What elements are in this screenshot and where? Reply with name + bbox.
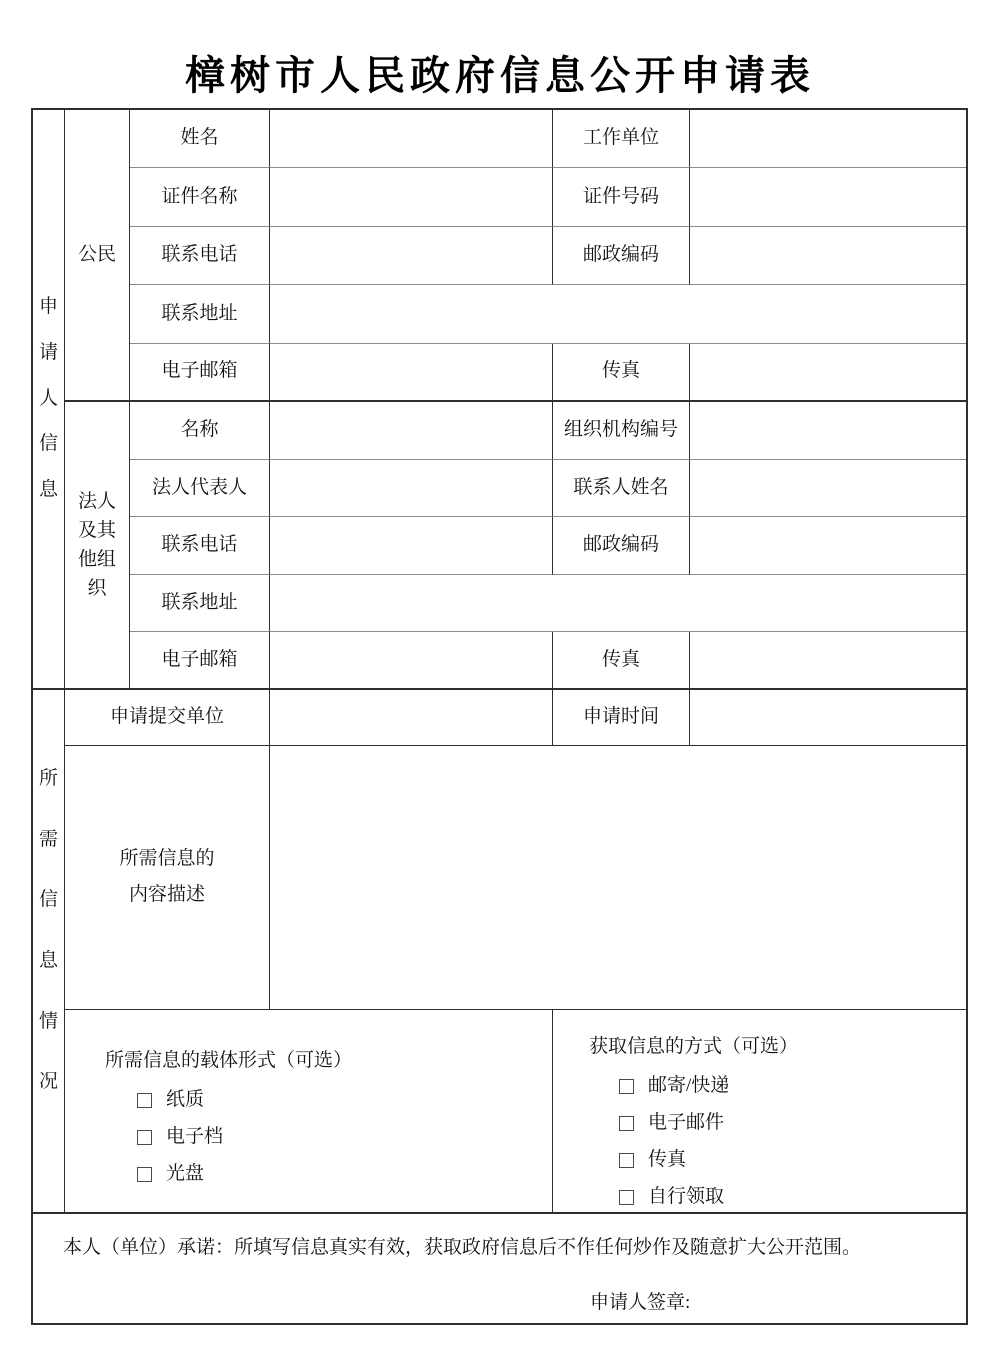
page-title: 樟树市人民政府信息公开申请表 xyxy=(185,53,815,98)
citizen-name-label: 姓名 xyxy=(130,110,270,168)
citizen-fax-label: 传真 xyxy=(553,344,690,402)
legal-phone-label: 联系电话 xyxy=(130,517,270,575)
legal-org-name-label: 名称 xyxy=(130,402,270,460)
required-info-section-label: 所 需 信 息 情 况 xyxy=(33,690,65,1214)
obtain-options-cell xyxy=(553,1010,966,1214)
option-cd-label: 光盘 xyxy=(166,1163,205,1185)
citizen-work-unit-label: 工作单位 xyxy=(553,110,690,168)
citizen-id-name-input[interactable] xyxy=(270,168,553,226)
citizen-id-number-input[interactable] xyxy=(690,168,966,226)
citizen-email-label: 电子邮箱 xyxy=(130,344,270,402)
option-self-pickup[interactable] xyxy=(619,1179,729,1216)
applicant-signature-label: 申请人签章: xyxy=(590,1291,691,1313)
option-fax[interactable] xyxy=(619,1142,729,1179)
option-electronic-file[interactable] xyxy=(137,1119,223,1156)
citizen-name-input[interactable] xyxy=(270,110,553,168)
legal-org-code-input[interactable] xyxy=(690,402,966,460)
declaration-cell xyxy=(33,1214,966,1323)
legal-contact-name-label: 联系人姓名 xyxy=(553,460,690,518)
legal-representative-input[interactable] xyxy=(270,460,553,518)
checkbox-icon[interactable] xyxy=(619,1190,634,1205)
obtain-options-list xyxy=(619,1068,729,1216)
citizen-work-unit-input[interactable] xyxy=(690,110,966,168)
carrier-options-list xyxy=(137,1082,223,1193)
checkbox-icon[interactable] xyxy=(137,1167,152,1182)
option-paper-label: 纸质 xyxy=(166,1089,205,1111)
content-description-label xyxy=(65,746,270,1010)
citizen-phone-input[interactable] xyxy=(270,227,553,285)
declaration-promise-text: 本人（单位）承诺：所填写信息真实有效，获取政府信息后不作任何炒作及随意扩大公开范围。 xyxy=(63,1236,862,1258)
checkbox-icon[interactable] xyxy=(137,1093,152,1108)
legal-contact-name-input[interactable] xyxy=(690,460,966,518)
legal-entity-group-label: 法人及其他组织 xyxy=(65,402,130,690)
citizen-postal-code-input[interactable] xyxy=(690,227,966,285)
apply-time-label: 申请时间 xyxy=(553,690,690,746)
legal-postal-code-label: 邮政编码 xyxy=(553,517,690,575)
content-description-label-line1: 所需信息的 xyxy=(119,848,215,870)
carrier-options-cell xyxy=(65,1010,553,1214)
checkbox-icon[interactable] xyxy=(137,1130,152,1145)
legal-representative-label: 法人代表人 xyxy=(130,460,270,518)
citizen-email-input[interactable] xyxy=(270,344,553,402)
legal-org-name-input[interactable] xyxy=(270,402,553,460)
checkbox-icon[interactable] xyxy=(619,1079,634,1094)
citizen-group-label: 公民 xyxy=(65,110,130,402)
submit-unit-label: 申请提交单位 xyxy=(65,690,270,746)
citizen-address-label: 联系地址 xyxy=(130,285,270,343)
option-electronic-file-label: 电子档 xyxy=(166,1126,224,1148)
applicant-info-section-label: 申 请 人 信 息 xyxy=(33,110,65,690)
citizen-address-input[interactable] xyxy=(270,285,966,343)
legal-address-label: 联系地址 xyxy=(130,575,270,633)
option-email-label: 电子邮件 xyxy=(648,1112,725,1134)
option-fax-label: 传真 xyxy=(648,1149,687,1171)
citizen-fax-input[interactable] xyxy=(690,344,966,402)
citizen-phone-label: 联系电话 xyxy=(130,227,270,285)
option-cd[interactable] xyxy=(137,1156,223,1193)
option-mail-express[interactable] xyxy=(619,1068,729,1105)
submit-unit-input[interactable] xyxy=(270,690,553,746)
citizen-id-number-label: 证件号码 xyxy=(553,168,690,226)
legal-fax-input[interactable] xyxy=(690,632,966,690)
option-self-pickup-label: 自行领取 xyxy=(648,1186,725,1208)
option-mail-express-label: 邮寄/快递 xyxy=(648,1075,730,1097)
checkbox-icon[interactable] xyxy=(619,1116,634,1131)
legal-email-label: 电子邮箱 xyxy=(130,632,270,690)
option-paper[interactable] xyxy=(137,1082,223,1119)
legal-email-input[interactable] xyxy=(270,632,553,690)
legal-address-input[interactable] xyxy=(270,575,966,633)
citizen-postal-code-label: 邮政编码 xyxy=(553,227,690,285)
content-description-input[interactable] xyxy=(270,746,966,1010)
checkbox-icon[interactable] xyxy=(619,1153,634,1168)
obtain-options-title: 获取信息的方式（可选） xyxy=(589,1035,799,1057)
legal-fax-label: 传真 xyxy=(553,632,690,690)
citizen-id-name-label: 证件名称 xyxy=(130,168,270,226)
carrier-options-title: 所需信息的载体形式（可选） xyxy=(105,1049,353,1071)
legal-postal-code-input[interactable] xyxy=(690,517,966,575)
legal-phone-input[interactable] xyxy=(270,517,553,575)
content-description-label-line2: 内容描述 xyxy=(128,884,205,906)
option-email[interactable] xyxy=(619,1105,729,1142)
legal-org-code-label: 组织机构编号 xyxy=(553,402,690,460)
apply-time-input[interactable] xyxy=(690,690,966,746)
application-form-table xyxy=(31,108,968,1325)
